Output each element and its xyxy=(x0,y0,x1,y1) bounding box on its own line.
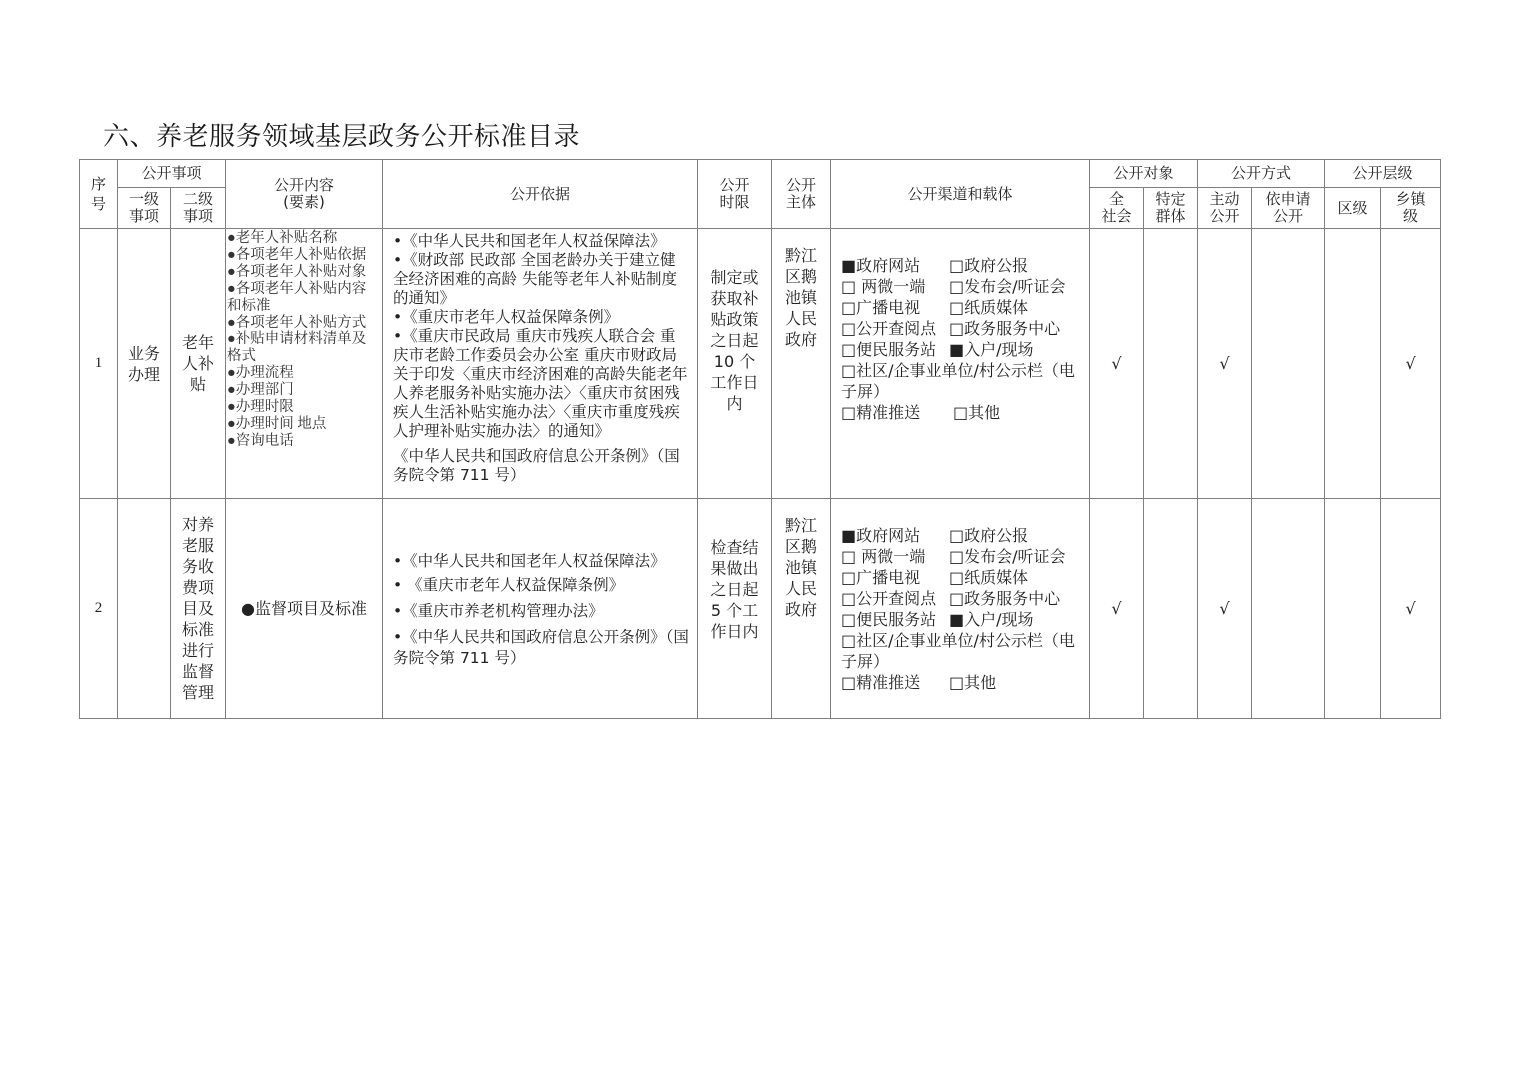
row-level-town: √ xyxy=(1381,229,1441,499)
row-level2: 对养老服务收费项目及标准进行监督管理 xyxy=(171,499,226,719)
row-basis: •《中华人民共和国老年人权益保障法》 •《财政部 民政部 全国老龄办关于建立健全经济困难的高龄 失能等老年人补贴制度的通知》 •《重庆市老年人权益保障条例》 •《重庆市民政局 重庆市残疾人联合会 重庆市老龄工作委员会办公室 重庆市财政局关于印发〈重庆市经济困难的高龄失能老年人养老服务补贴实施办法〉〈重庆市贫困残疾人生活补贴实施办法〉〈重庆市重度残疾人护理补贴实施办法〉的通知》 《中华人民共和国政府信息公开条例》（国务院令第 711 号） xyxy=(383,229,698,499)
header-level2: 二级事项 xyxy=(171,188,226,229)
row-channels: ■政府网站 □政府公报 □ 两微一端 □发布会/听证会 □广播电视 □纸质媒体 □公开查阅点 □政务服务中心 □便民服务站 ■入户/现场 □社区/企事业单位/村公示栏（电子屏） □精准推送 □其他 xyxy=(831,499,1090,719)
row-level2: 老年人补贴 xyxy=(171,229,226,499)
header-level-town: 乡镇 级 xyxy=(1381,188,1441,229)
row-seq: 1 xyxy=(80,229,118,499)
row-target-all: √ xyxy=(1090,229,1144,499)
header-item: 公开事项 xyxy=(118,160,226,188)
row-deadline: 检查结果做出之日起 5 个工作日内 xyxy=(698,499,772,719)
header-mode-apply: 依申请 公开 xyxy=(1252,188,1325,229)
header-level-district: 区级 xyxy=(1325,188,1381,229)
header-content: 公开内容 (要素) xyxy=(226,160,383,229)
header-deadline: 公开 时限 xyxy=(698,160,772,229)
row-mode-apply xyxy=(1252,499,1325,719)
header-row-1 xyxy=(80,160,1441,188)
row-content: ●监督项目及标准 xyxy=(226,499,383,719)
row-target-specific xyxy=(1144,499,1198,719)
row-level-town: √ xyxy=(1381,499,1441,719)
header-channel: 公开渠道和载体 xyxy=(831,160,1090,229)
header-mode-active: 主动 公开 xyxy=(1198,188,1252,229)
header-basis: 公开依据 xyxy=(383,160,698,229)
row-basis: •《中华人民共和国老年人权益保障法》 • 《重庆市老年人权益保障条例》 •《重庆市养老机构管理办法》 •《中华人民共和国政府信息公开条例》（国 务院令第 711 号） xyxy=(383,499,698,719)
row-subject: 黔江区鹅池镇人民政府 xyxy=(772,229,831,499)
row-deadline: 制定或获取补贴政策之日起 10 个工作日内 xyxy=(698,229,772,499)
row-content: ●老年人补贴名称 ●各项老年人补贴依据 ●各项老年人补贴对象 ●各项老年人补贴内容 和标准 ●各项老年人补贴方式 ●补贴申请材料清单及 格式 ●办理流程 ●办理部门 ●办理时限 ●办理时间 地点 ●咨询电话 xyxy=(226,229,383,499)
row-mode-apply xyxy=(1252,229,1325,499)
header-level: 公开层级 xyxy=(1325,160,1441,188)
header-target: 公开对象 xyxy=(1090,160,1198,188)
row-level1: 业务办理 xyxy=(118,229,171,499)
row-level1 xyxy=(118,499,171,719)
row-mode-active: √ xyxy=(1198,229,1252,499)
row-level-district xyxy=(1325,499,1381,719)
header-mode: 公开方式 xyxy=(1198,160,1325,188)
row-target-specific xyxy=(1144,229,1198,499)
header-target-specific: 特定 群体 xyxy=(1144,188,1198,229)
row-channels: ■政府网站 □政府公报 □ 两微一端 □发布会/听证会 □广播电视 □纸质媒体 □公开查阅点 □政务服务中心 □便民服务站 ■入户/现场 □社区/企事业单位/村公示栏（电子屏） □精准推送 □其他 xyxy=(831,229,1090,499)
row-level-district xyxy=(1325,229,1381,499)
row-mode-active: √ xyxy=(1198,499,1252,719)
header-target-all: 全 社会 xyxy=(1090,188,1144,229)
table-row xyxy=(80,499,1441,719)
page-title: 六、养老服务领域基层政务公开标准目录 xyxy=(103,122,581,152)
table-row xyxy=(80,229,1441,499)
row-target-all: √ xyxy=(1090,499,1144,719)
disclosure-catalog-table xyxy=(79,159,1441,719)
header-subject: 公开 主体 xyxy=(772,160,831,229)
header-level1: 一级事项 xyxy=(118,188,171,229)
row-subject: 黔江区鹅池镇人民政府 xyxy=(772,499,831,719)
header-seq: 序号 xyxy=(80,160,118,229)
row-seq: 2 xyxy=(80,499,118,719)
